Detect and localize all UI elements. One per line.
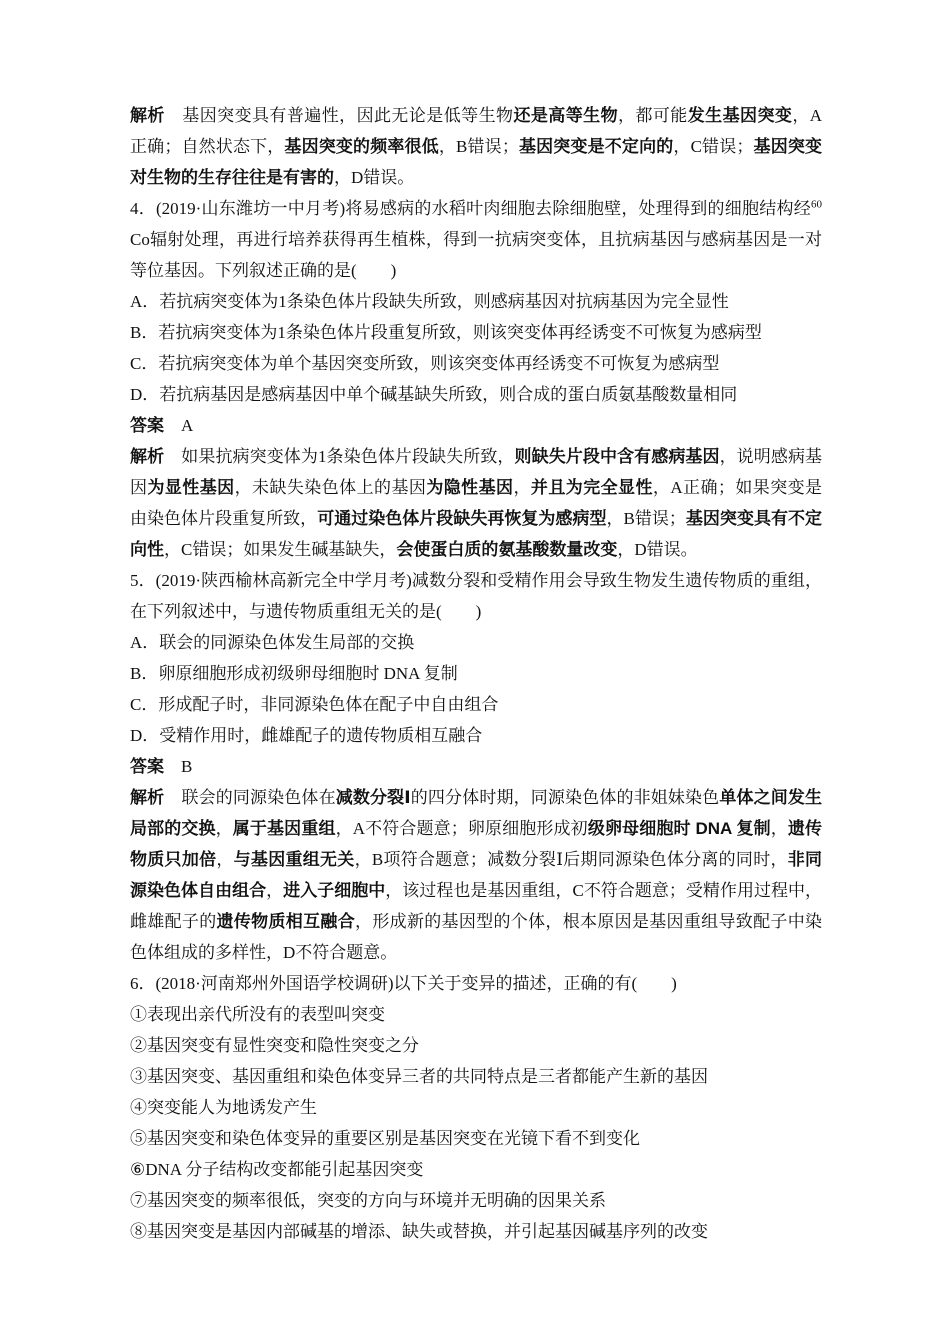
question-3-analysis: 解析 基因突变具有普遍性，因此无论是低等生物还是高等生物，都可能发生基因突变，A正确；自然状态下，基因突变的频率很低，B错误；基因突变是不定向的，C错误；基因突变对生物的生存往往是有害的，D错误。 <box>130 106 823 187</box>
question-5-option-b: B．卵原细胞形成初级卵母细胞时 DNA 复制 <box>130 664 458 683</box>
question-5-analysis: 解析 联会的同源染色体在减数分裂Ⅰ的四分体时期，同源染色体的非姐妹染色单体之间发生局部的交换，属于基因重组，A不符合题意；卵原细胞形成初级卵母细胞时 DNA 复制，遗传物质只加倍，与基因重组无关，B项符合题意；减数分裂Ⅰ后期同源染色体分离的同时，非同源染色体自由组合，进入子细胞中，该过程也是基因重组，C不符合题意；受精作用过程中，雌雄配子的遗传物质相互融合，形成新的基因型的个体，根本原因是基因重组导致配子中染色体组成的多样性，D不符合题意。 <box>130 788 823 962</box>
question-4-analysis: 解析 如果抗病突变体为1条染色体片段缺失所致，则缺失片段中含有感病基因，说明感病基因为显性基因，未缺失染色体上的基因为隐性基因，并且为完全显性，A正确；如果突变是由染色体片段重复所致，可通过染色体片段缺失再恢复为感病型，B错误；基因突变具有不定向性，C错误；如果发生碱基缺失，会使蛋白质的氨基酸数量改变，D错误。 <box>130 447 823 559</box>
question-6-item-2: ②基因突变有显性突变和隐性突变之分 <box>130 1036 419 1055</box>
question-4-option-b: B．若抗病突变体为1条染色体片段重复所致，则该突变体再经诱变不可恢复为感病型 <box>130 323 762 342</box>
question-4-option-c: C．若抗病突变体为单个基因突变所致，则该突变体再经诱变不可恢复为感病型 <box>130 354 720 373</box>
question-4-option-a: A．若抗病突变体为1条染色体片段缺失所致，则感病基因对抗病基因为完全显性 <box>130 292 729 311</box>
question-6-item-7: ⑦基因突变的频率很低，突变的方向与环境并无明确的因果关系 <box>130 1191 606 1210</box>
question-6-stem: 6．(2018·河南郑州外国语学校调研)以下关于变异的描述，正确的有( ) <box>130 974 677 993</box>
question-6-item-8: ⑧基因突变是基因内部碱基的增添、缺失或替换，并引起基因碱基序列的改变 <box>130 1222 708 1241</box>
question-4-answer: 答案 A <box>130 416 194 435</box>
question-6-item-5: ⑤基因突变和染色体变异的重要区别是基因突变在光镜下看不到变化 <box>130 1129 640 1148</box>
question-5-option-c: C．形成配子时，非同源染色体在配子中自由组合 <box>130 695 499 714</box>
question-5-option-d: D．受精作用时，雌雄配子的遗传物质相互融合 <box>130 726 483 745</box>
question-5-option-a: A．联会的同源染色体发生局部的交换 <box>130 633 415 652</box>
question-5-answer: 答案 B <box>130 757 193 776</box>
question-4-stem: 4．(2019·山东潍坊一中月考)将易感病的水稻叶肉细胞去除细胞壁，处理得到的细胞结构经$^{60}$Co辐射处理，再进行培养获得再生植株，得到一抗病突变体，且抗病基因与感病基因是一对等位基因。下列叙述正确的是( ) <box>130 198 822 280</box>
question-6-item-6: ⑥DNA 分子结构改变都能引起基因突变 <box>130 1160 424 1179</box>
question-6-item-1: ①表现出亲代所没有的表型叫突变 <box>130 1005 385 1024</box>
question-5-stem: 5．(2019·陕西榆林高新完全中学月考)减数分裂和受精作用会导致生物发生遗传物质的重组，在下列叙述中，与遗传物质重组无关的是( ) <box>130 571 822 621</box>
question-6-item-4: ④突变能人为地诱发产生 <box>130 1098 317 1117</box>
question-4-option-d: D．若抗病基因是感病基因中单个碱基缺失所致，则合成的蛋白质氨基酸数量相同 <box>130 385 738 404</box>
question-6-item-3: ③基因突变、基因重组和染色体变异三者的共同特点是三者都能产生新的基因 <box>130 1067 708 1086</box>
